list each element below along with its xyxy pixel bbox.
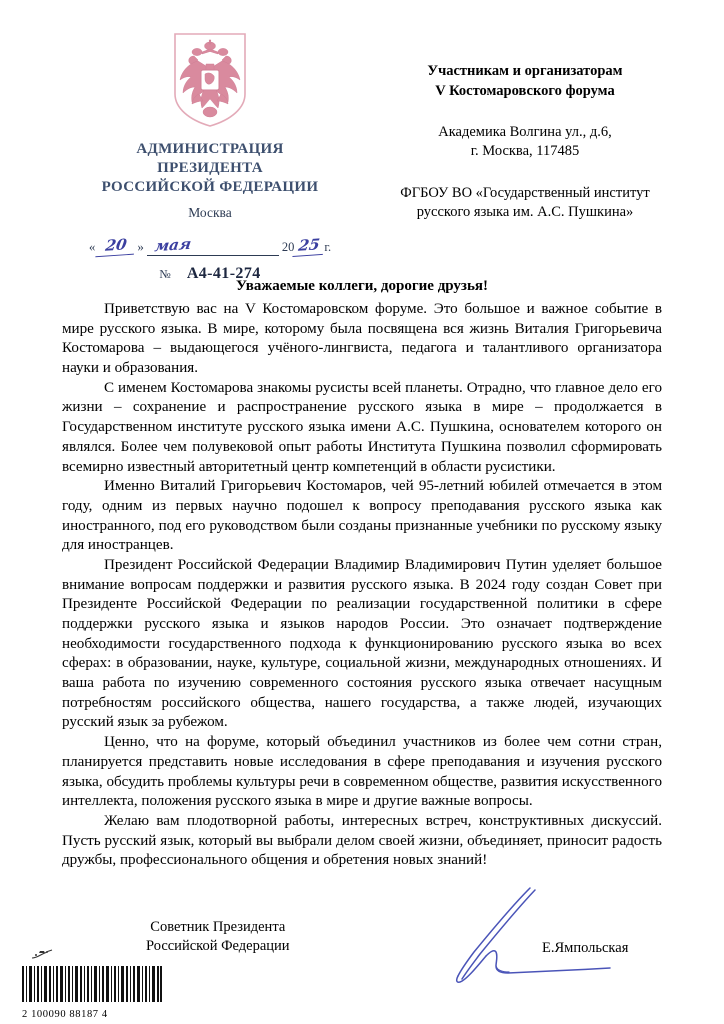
signer-title-line-1: Советник Президента [150, 919, 286, 935]
barcode-block [14, 948, 174, 1020]
letterhead-city: Москва [188, 204, 232, 220]
year-prefix: 20 [281, 239, 295, 254]
signer-name: Е.Ямпольская [542, 940, 629, 956]
addressee-block [370, 62, 680, 222]
postal-mark-icon [30, 949, 56, 960]
barcode-digits: 2 100090 88187 4 [22, 1009, 108, 1020]
letter-salutation: Уважаемые коллеги, дорогие друзья! [235, 278, 489, 294]
letter-paragraph: Желаю вам плодотворной работы, интересных встреч, конструктивных дискуссий. Пусть русский язык, который вы выбрали делом своей жизни, объединяет, приносит радость дружбы, профессионального общения и обретения новых знаний! [62, 812, 662, 869]
addressee-address [370, 123, 680, 162]
letter-date-line [60, 230, 360, 256]
date-day-handwritten: 20 [96, 234, 137, 257]
barcode-bars [22, 966, 162, 1002]
addressee-title-line-1: Участникам и организаторам [427, 63, 623, 79]
organization-name [60, 140, 360, 198]
letter-paragraph: Именно Виталий Григорьевич Костомаров, чей 95-летний юбилей отмечается в этом году, одним из первых научно подошел к вопросу преподавания русского языка как иностранного, под его руководством были созданы признанные учебники по русскому языку для иностранцев. [62, 478, 662, 554]
quote-close: » [137, 238, 144, 254]
addressee-address-line-1: Академика Волгина ул., д.6, [438, 124, 612, 141]
addressee-organization [370, 184, 680, 223]
addressee-address-line-2: г. Москва, 117485 [470, 143, 580, 160]
organization-line-1: АДМИНИСТРАЦИЯ [136, 141, 284, 157]
organization-line-3: РОССИЙСКОЙ ФЕДЕРАЦИИ [101, 179, 319, 196]
year-suffix: г. [324, 239, 332, 254]
letter-number-value: A4-41-274 [186, 264, 261, 282]
date-month-field [147, 236, 279, 256]
letter-paragraph: С именем Костомарова знакомы русисты всей планеты. Отрадно, что главное дело его жизни – сохранение и распространение русского языка в мире – продолжается в Государственном институте русского языка имени А.С. Пушкина, основателем которого он являлся. Более чем полувековой опыт работы Института Пушкина позволил сформировать всемирно известный авторитетный центр компетенций в области русистики. [62, 379, 662, 475]
signer-title-line-2: Российской Федерации [146, 937, 290, 954]
addressee-organization-line-2: русского языка им. А.С. Пушкина» [416, 203, 634, 220]
number-label: № [159, 266, 171, 281]
addressee-title [370, 62, 680, 101]
date-year-handwritten: 25 [293, 235, 326, 257]
letter-paragraph: Президент Российской Федерации Владимир Владимирович Путин уделяет большое внимание вопросам поддержки и развития русского языка. В 2024 году создан Совет при Президенте Российской Федерации по реализации государственной политики в сфере поддержки русского языка и языков народов России. Это означает подтверждение необходимости государственного подхода к функционированию русского языка во всех сферах: в образовании, науке, культуре, социальной жизни, международных отношениях. И ваша работа по изучению современного состояния русского языка отвечает насущным потребностям российского общества, нашего государства, а также людей, изучающих русский язык за рубежом. [62, 556, 662, 731]
letter-paragraph: Приветствую вас на V Костомаровском форуме. Это большое и важное событие в мире русского языка. В мире, которому была посвящена вся жизнь Виталия Григорьевича Костомарова – выдающегося учёного-лингвиста, педагога и талантливого организатора науки и образования. [62, 301, 662, 377]
letter-body [62, 300, 662, 871]
addressee-title-line-2: V Костомаровского форума [435, 82, 615, 99]
organization-line-2: ПРЕЗИДЕНТА [157, 160, 263, 177]
letter-paragraph: Ценно, что на форуме, который объединил участников из более чем сотни стран, планируется представить новые исследования в сфере преподавания и изучения русского языка, обсудить проблемы культуры речи в современном обществе, развития искусственного интеллекта, положения русского языка в мире и другие важные вопросы. [62, 734, 662, 810]
quote-open: « [88, 238, 96, 254]
date-month-handwritten: мая [153, 234, 193, 255]
russian-coat-of-arms-icon [171, 32, 249, 128]
addressee-organization-line-1: ФГБОУ ВО «Государственный институт [400, 184, 650, 201]
handwritten-signature [434, 886, 634, 991]
letterhead-left [60, 32, 360, 283]
